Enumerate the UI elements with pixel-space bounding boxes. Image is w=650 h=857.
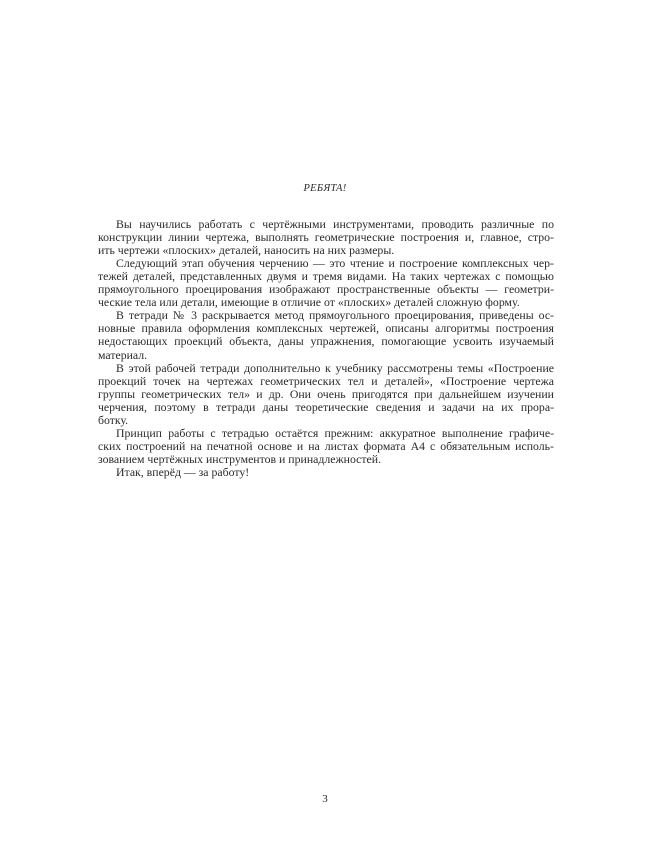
text-line: В этой рабочей тетради дополнительно к учебнику рассмотрены темы «Построение xyxy=(116,360,554,375)
text-line: проекций точек на чертежах геометрических тел и деталей», «Построение чертежа xyxy=(98,373,554,388)
text-line: недостающих проекций объекта, даны упражнения, помогающие усвоить изучаемый xyxy=(98,334,554,349)
text-line: зованием чертёжных инструментов и принадлежностей. xyxy=(98,451,382,466)
text-line: ить чертежи «плоских» деталей, наносить на них размеры. xyxy=(98,243,395,258)
text-line: прямоугольного проецирования изображают пространственные объекты — геометри- xyxy=(98,282,554,297)
text-line: Итак, вперёд — за работу! xyxy=(116,464,250,479)
text-line: материал. xyxy=(98,347,148,362)
text-line: Вы научились работать с чертёжными инструментами, проводить различные по xyxy=(116,217,554,231)
text-line: ческие тела или детали, имеющие в отличие от «плоских» деталей сложную форму. xyxy=(98,295,520,310)
page-number: 3 xyxy=(322,793,328,805)
text-line: группы геометрических тел» и др. Они очень пригодятся при дальнейшем изучении xyxy=(98,386,554,401)
text-line: Принцип работы с тетрадью остаётся прежним: аккуратное выполнение графиче- xyxy=(116,425,554,440)
text-line: тежей деталей, представленных двумя и тремя видами. На таких чертежах с помощью xyxy=(98,269,554,284)
text-line: Следующий этап обучения черчению — это чтение и построение комплексных чер- xyxy=(116,256,554,271)
text-line: конструкции линии чертежа, выполнять геометрические построения и, главное, стро- xyxy=(98,230,554,245)
text-line: ских построений на печатной основе и на листах формата А4 с обязательным исполь- xyxy=(98,438,554,453)
text-line: черчения, поэтому в тетради даны теоретические сведения и задачи на их прора- xyxy=(98,399,554,414)
text-line: новные правила оформления комплексных чертежей, описаны алгоритмы построения xyxy=(98,321,554,336)
text-line: ботку. xyxy=(98,412,129,427)
text-line: В тетради № 3 раскрывается метод прямоугольного проецирования, приведены ос- xyxy=(116,308,554,323)
page-heading: РЕБЯТА! xyxy=(303,183,347,194)
